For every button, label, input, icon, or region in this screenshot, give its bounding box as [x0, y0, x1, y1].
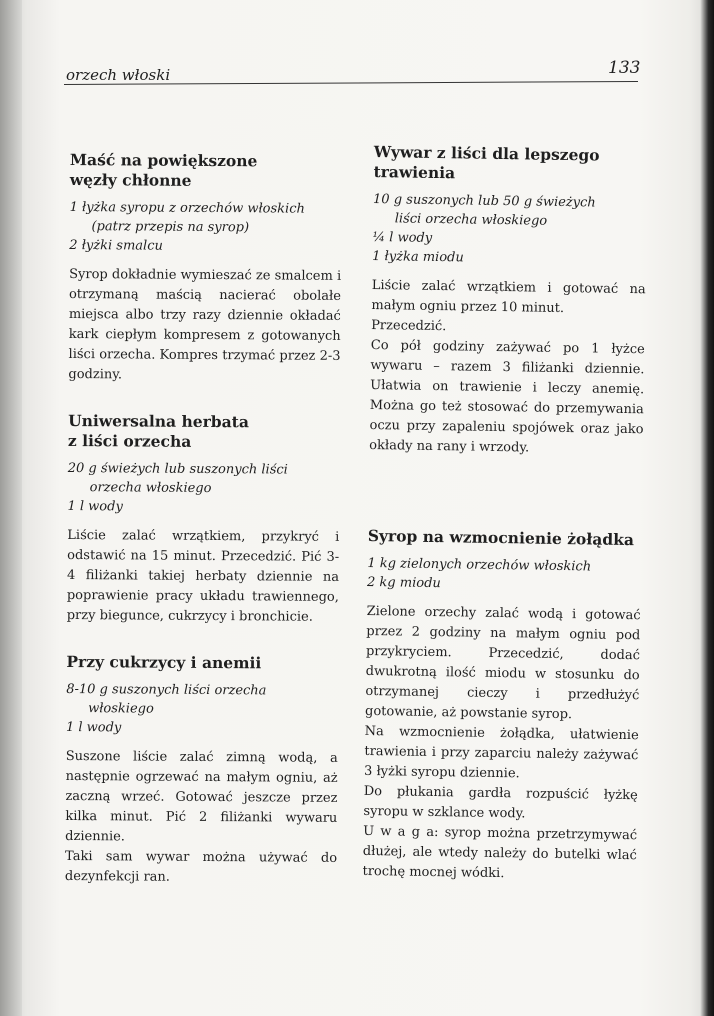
ingredient-line: 2 łyżki smalcu — [69, 237, 163, 254]
ingredient-list — [367, 554, 642, 596]
instruction-paragraph: U w a g a: syrop można przetrzymywać dłużej, ale wtedy należy do butelki wlać trochę mocnej wódki. — [362, 823, 638, 882]
ingredient-line: 1 l wody — [67, 498, 123, 515]
ingredient-line: 8-10 g suszonych liści orzecha — [66, 681, 267, 699]
recipe-title-line: Przy cukrzycy i anemii — [66, 651, 262, 673]
instruction-paragraph: Co pół godziny zażywać po 1 łyżce wywaru – razem 3 filiżanki dziennie. Ułatwia on trawienie i leczy anemię. Można go też stosować do przemywania oczu przy zapaleniu spojówek oraz jako okłady na rany i wrzody. — [369, 337, 645, 456]
recipe — [369, 142, 648, 460]
instruction-paragraph: Na wzmocnienie żołądka, ułatwienie trawienia i przy zaparciu należy zażywać 3 łyżki syropu dziennie. — [363, 723, 639, 782]
instruction-paragraph: Suszone liście zalać zimną wodą, a następnie ogrzewać na małym ogniu, aż zaczną wrzeć. Gotować jeszcze przez kilka minut. Pić 2 filiżanki wywaru dziennie. — [65, 748, 338, 845]
recipe-title — [66, 652, 338, 674]
instruction-paragraph: Taki sam wywar można używać do dezynfekcji ran. — [64, 848, 338, 885]
ingredient-line: 20 g świeżych lub suszonych liści — [67, 460, 288, 478]
page-edge — [700, 0, 714, 1016]
recipe-title-line: z liści orzecha — [67, 430, 192, 451]
recipe-title — [70, 150, 342, 192]
ingredient-line: ¼ l wody — [372, 229, 433, 246]
ingredient-line: 1 łyżka miodu — [372, 248, 464, 266]
ingredient-line: 2 kg miodu — [366, 574, 441, 592]
instruction-paragraph: Przecedzić. — [370, 317, 447, 335]
ingredient-line: (patrz przepis na syrop) — [91, 219, 250, 236]
instruction-paragraph: Syrop dokładnie wymieszać ze smalcem i otrzymaną maścią nacierać obolałe miejsca albo trzy razy dziennie okładać kark ciepłym kompresem z gotowanych liści orzecha. Kompres trzymać przez 2-3 godziny. — [68, 266, 342, 383]
ingredient-line: orzecha włoskiego — [89, 480, 212, 496]
recipe-title-line: Maść na powiększone — [69, 150, 258, 171]
recipe-title-line: Syrop na wzmocnienie żołądka — [367, 525, 635, 550]
recipe-title-line: trawienia — [373, 161, 456, 183]
ingredient-list — [66, 680, 338, 739]
recipe-title — [68, 411, 340, 453]
recipe — [362, 526, 642, 886]
recipe-title — [373, 142, 648, 186]
book-spine-shadow — [0, 0, 22, 1016]
ingredient-line: 1 kg zielonych orzechów włoskich — [367, 555, 592, 575]
instruction-paragraph: Liście zalać wrzątkiem, przykryć i odstawić na 15 minut. Przecedzić. Pić 3-4 filiżanki takiej herbaty dziennie na poprawienie pracy układu trawiennego, przy biegunce, cukrzycy i bronchicie. — [66, 527, 340, 625]
instruction-paragraph: Do płukania gardła rozpuścić łyżkę syropu w szklance wody. — [363, 783, 638, 822]
recipe-title-line: Uniwersalna herbata — [68, 410, 249, 432]
running-header-title: orzech włoski — [66, 66, 171, 84]
ingredient-list — [67, 459, 339, 518]
ingredient-line: 1 łyżka syropu z orzechów włoskich — [69, 199, 305, 217]
page-number: 133 — [608, 58, 641, 78]
recipe-title-line: węzły chłonne — [69, 169, 192, 190]
recipe — [65, 652, 339, 889]
ingredient-line: 1 l wody — [65, 719, 122, 736]
ingredient-list — [69, 198, 341, 257]
recipe-title — [368, 526, 642, 550]
recipe — [67, 411, 340, 628]
recipe-title-line: Wywar z liści dla lepszego — [373, 142, 600, 165]
instruction-paragraph: Liście zalać wrzątkiem i gotować na małym ogniu przez 10 minut. — [371, 277, 646, 317]
ingredient-line: liści orzecha włoskiego — [394, 211, 548, 229]
instruction-paragraph: Zielone orzechy zalać wodą i gotować przez 2 godziny na małym ogniu pod przykryciem. Przecedzić, dodać dwukrotną ilość miodu w stosunku do otrzymanej cieczy i przedłużyć gotowanie, aż powstanie syrop. — [364, 603, 641, 723]
ingredient-line: włoskiego — [88, 701, 154, 717]
ingredient-list — [372, 190, 647, 270]
left-column — [65, 150, 342, 915]
right-column — [362, 142, 648, 912]
ingredient-line: 10 g suszonych lub 50 g świeżych — [372, 191, 596, 211]
recipe — [68, 150, 342, 387]
